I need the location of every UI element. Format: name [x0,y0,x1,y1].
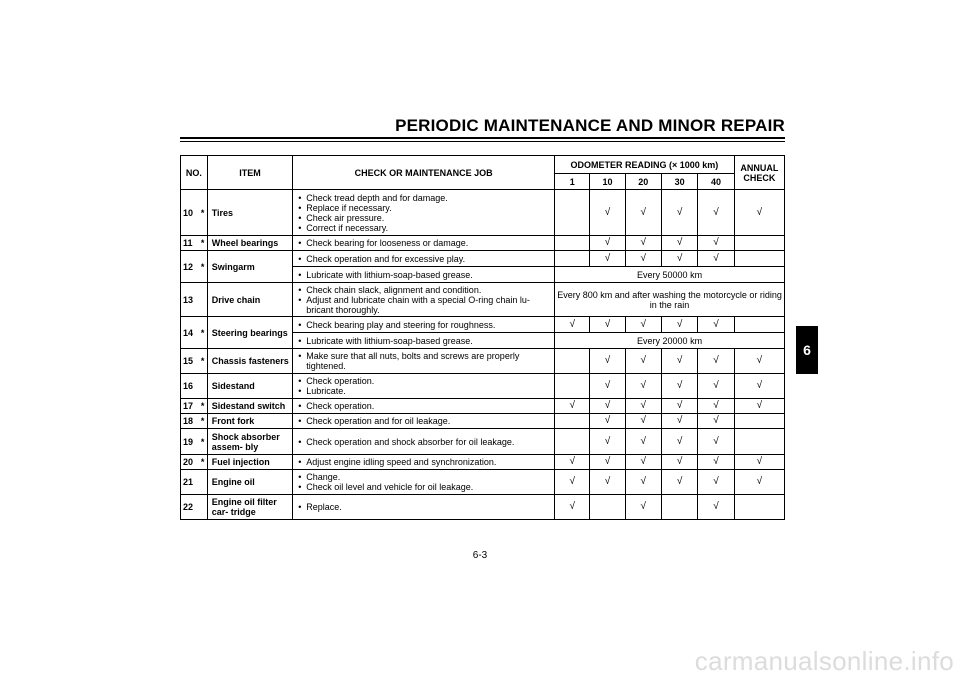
table-row [181,399,785,414]
row-star [199,495,208,520]
check-mark: √ [661,236,697,251]
row-number: 13 [181,283,199,317]
table-row [181,190,785,236]
check-mark: √ [590,374,625,399]
table-row [181,283,785,317]
job-cell [293,414,555,429]
row-item: Tires [207,190,293,236]
check-mark: √ [661,414,697,429]
page-title: PERIODIC MAINTENANCE AND MINOR REPAIR [395,116,785,135]
job-cell [293,495,555,520]
check-mark: √ [661,470,697,495]
job-cell [293,349,555,374]
check-mark: √ [661,317,697,333]
table-row [181,236,785,251]
row-number: 14 [181,317,199,349]
header-km-30: 30 [661,174,697,190]
empty-cell [555,349,590,374]
check-mark: √ [625,399,661,414]
check-mark: √ [661,190,697,236]
row-number: 11 [181,236,199,251]
row-star [199,470,208,495]
check-mark: √ [625,470,661,495]
check-mark: √ [661,374,697,399]
job-cell [293,455,555,470]
row-item: Wheel bearings [207,236,293,251]
empty-cell [555,251,590,267]
job-cell [293,470,555,495]
table-row [181,429,785,455]
row-item: Drive chain [207,283,293,317]
row-number: 18 [181,414,199,429]
job-cell [293,333,555,349]
check-mark: √ [698,495,734,520]
row-item: Chassis fasteners [207,349,293,374]
title-rule [180,137,785,139]
table-row [181,455,785,470]
job-cell [293,236,555,251]
check-mark: √ [734,349,784,374]
check-mark: √ [590,429,625,455]
check-mark: √ [590,414,625,429]
row-number: 17 [181,399,199,414]
job-line: • Lubricate with lithium-soap-based grease. [298,336,550,346]
job-line: • Check bearing for looseness or damage. [298,238,550,248]
check-mark: √ [625,414,661,429]
check-mark: √ [555,399,590,414]
job-line: • Check operation. [298,376,550,386]
check-mark: √ [661,251,697,267]
job-line: • Check chain slack, alignment and condition. [298,285,550,295]
check-mark: √ [698,414,734,429]
empty-cell [555,429,590,455]
check-mark: √ [590,455,625,470]
check-mark: √ [590,190,625,236]
row-number: 21 [181,470,199,495]
row-star [199,283,208,317]
row-item: Engine oil [207,470,293,495]
header-item: ITEM [207,156,293,190]
check-mark: √ [625,190,661,236]
check-mark: √ [625,251,661,267]
job-line: • Replace if necessary. [298,203,550,213]
check-mark: √ [555,495,590,520]
job-line: • Check tread depth and for damage. [298,193,550,203]
header-annual: ANNUAL CHECK [734,156,784,190]
row-star: * [199,399,208,414]
check-mark: √ [734,399,784,414]
empty-cell [734,429,784,455]
check-mark: √ [698,251,734,267]
job-line: • Adjust engine idling speed and synchronization. [298,457,550,467]
job-line: • Make sure that all nuts, bolts and screws are properly tightened. [298,351,550,371]
empty-cell [590,495,625,520]
header-km-1: 1 [555,174,590,190]
job-cell [293,283,555,317]
row-number: 15 [181,349,199,374]
check-mark: √ [625,317,661,333]
row-item: Swingarm [207,251,293,283]
job-cell [293,429,555,455]
check-mark: √ [661,349,697,374]
job-cell [293,374,555,399]
check-mark: √ [661,399,697,414]
check-mark: √ [698,399,734,414]
table-row [181,414,785,429]
interval-text: Every 800 km and after washing the motorcycle or riding in the rain [555,283,785,317]
empty-cell [734,414,784,429]
row-number: 19 [181,429,199,455]
check-mark: √ [625,429,661,455]
table-row [181,251,785,267]
row-item: Sidestand [207,374,293,399]
job-line: • Check operation and shock absorber for oil leakage. [298,437,550,447]
row-star: * [199,429,208,455]
row-star: * [199,251,208,283]
check-mark: √ [590,251,625,267]
row-item: Sidestand switch [207,399,293,414]
check-mark: √ [698,349,734,374]
job-line: • Lubricate. [298,386,550,396]
check-mark: √ [698,455,734,470]
check-mark: √ [734,374,784,399]
check-mark: √ [625,495,661,520]
table-row [181,349,785,374]
check-mark: √ [555,317,590,333]
chapter-tab: 6 [796,326,818,374]
header-job: CHECK OR MAINTENANCE JOB [293,156,555,190]
check-mark: √ [698,429,734,455]
check-mark: √ [698,374,734,399]
empty-cell [555,236,590,251]
check-mark: √ [590,236,625,251]
job-line: • Check operation. [298,401,550,411]
job-line: • Adjust and lubricate chain with a special O-ring chain lu- bricant thoroughly. [298,295,550,315]
check-mark: √ [661,455,697,470]
table-row [181,470,785,495]
row-number: 22 [181,495,199,520]
row-star: * [199,317,208,349]
empty-cell [734,495,784,520]
job-cell [293,267,555,283]
maintenance-table [180,155,785,520]
empty-cell [661,495,697,520]
empty-cell [555,414,590,429]
empty-cell [734,236,784,251]
watermark: carmanualsonline.info [694,646,954,676]
row-item: Engine oil filter car- tridge [207,495,293,520]
empty-cell [555,374,590,399]
job-line: • Lubricate with lithium-soap-based grease. [298,270,550,280]
empty-cell [734,317,784,333]
table-row [181,317,785,333]
row-number: 20 [181,455,199,470]
row-star [199,374,208,399]
job-line: • Replace. [298,502,550,512]
row-number: 10 [181,190,199,236]
table-row [181,374,785,399]
job-cell [293,317,555,333]
job-line: • Check bearing play and steering for roughness. [298,320,550,330]
header-km-20: 20 [625,174,661,190]
row-star: * [199,236,208,251]
check-mark: √ [590,317,625,333]
job-line: • Correct if necessary. [298,223,550,233]
job-line: • Check operation and for excessive play. [298,254,550,264]
check-mark: √ [625,455,661,470]
check-mark: √ [590,399,625,414]
check-mark: √ [734,190,784,236]
row-item: Steering bearings [207,317,293,349]
check-mark: √ [555,455,590,470]
row-item: Front fork [207,414,293,429]
check-mark: √ [555,470,590,495]
job-line: • Check oil level and vehicle for oil leakage. [298,482,550,492]
row-star: * [199,414,208,429]
table-body [181,190,785,520]
table-row [181,495,785,520]
header-odometer: ODOMETER READING (× 1000 km) [555,156,735,174]
check-mark: √ [698,317,734,333]
check-mark: √ [698,236,734,251]
interval-text: Every 20000 km [555,333,785,349]
row-star: * [199,455,208,470]
check-mark: √ [734,455,784,470]
empty-cell [734,251,784,267]
check-mark: √ [625,236,661,251]
check-mark: √ [625,349,661,374]
row-star: * [199,190,208,236]
check-mark: √ [734,470,784,495]
row-number: 16 [181,374,199,399]
interval-text: Every 50000 km [555,267,785,283]
header-km-40: 40 [698,174,734,190]
check-mark: √ [590,349,625,374]
job-line: • Check air pressure. [298,213,550,223]
title-rule-thin [180,141,785,142]
job-cell [293,399,555,414]
job-cell [293,251,555,267]
empty-cell [555,190,590,236]
page-number: 6-3 [472,550,488,561]
row-item: Fuel injection [207,455,293,470]
row-item: Shock absorber assem- bly [207,429,293,455]
job-cell [293,190,555,236]
check-mark: √ [698,190,734,236]
row-number: 12 [181,251,199,283]
check-mark: √ [590,470,625,495]
check-mark: √ [625,374,661,399]
check-mark: √ [698,470,734,495]
header-km-10: 10 [590,174,625,190]
job-line: • Change. [298,472,550,482]
job-line: • Check operation and for oil leakage. [298,416,550,426]
row-star: * [199,349,208,374]
header-no: NO. [181,156,208,190]
check-mark: √ [661,429,697,455]
